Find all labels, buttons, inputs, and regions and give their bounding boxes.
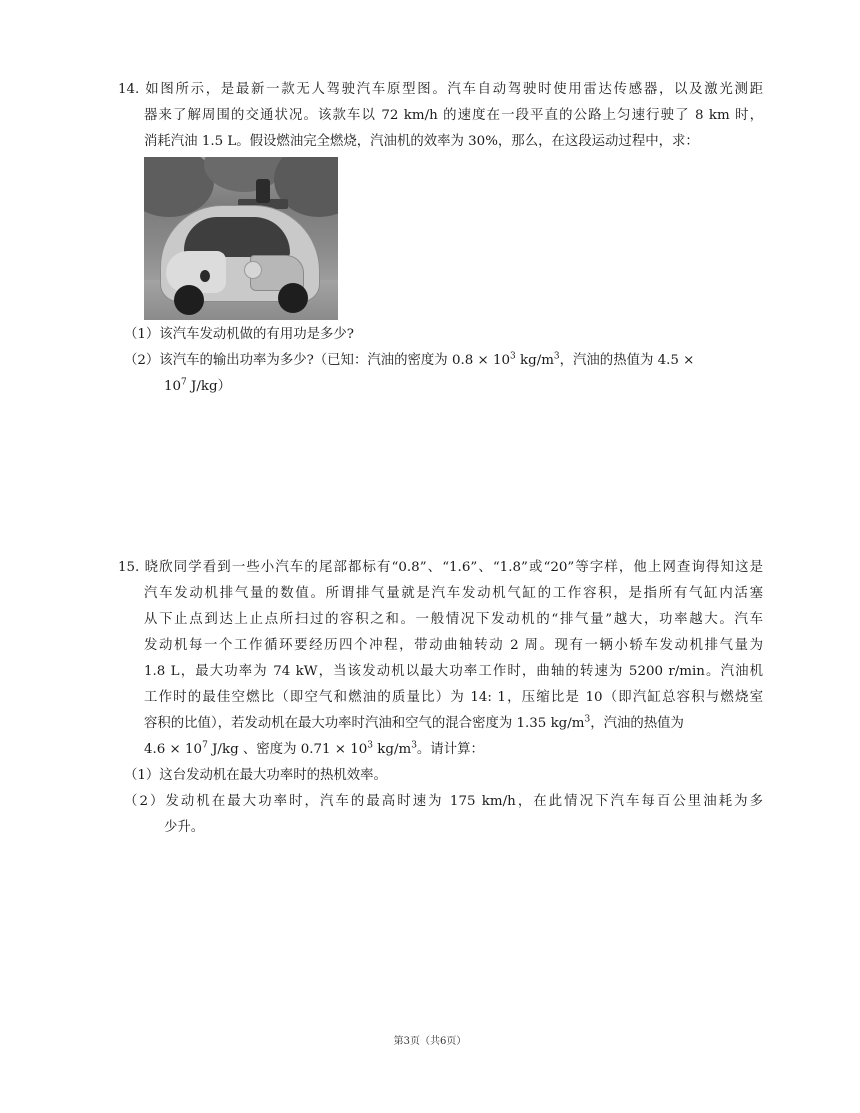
q14-line-2: 器来了解周围的交通状况。该款车以 72 km/h 的速度在一段平直的公路上匀速行驶了 8 km 时， xyxy=(144,108,763,123)
question-15 xyxy=(118,558,763,848)
q15-sub-2-cont: 少升。 xyxy=(164,820,205,835)
q14-sub-2: （2）该汽车的输出功率为多少?（已知：汽油的密度为 $0.8 \times 10^3$ $kg/m^3$，汽油的热值为 4.5 × xyxy=(124,351,695,368)
q15-line-3: 从下止点到达上止点所扫过的容积之和。一般情况下发动机的“排气量”越大，功率越大。汽车 xyxy=(144,612,763,627)
q14-sub-1: （1）该汽车发动机做的有用功是多少? xyxy=(124,327,354,342)
q15-line-7: 容积的比值），若发动机在最大功率时汽油和空气的混合密度为 1.35 $kg/m^3$，汽油的热值为 xyxy=(144,714,684,731)
q14-sub-2-cont: $10^7$ J/kg） xyxy=(164,377,231,394)
page-footer: 第3页（共6页） xyxy=(393,1036,467,1047)
q15-line-1: 15. 晓欣同学看到一些小汽车的尾部都标有“0.8”、“1.6”、“1.8”或“20”等字样，他上网查询得知这是 xyxy=(118,560,763,575)
self-driving-car-photo xyxy=(144,157,338,320)
q15-line-8: $4.6 \times 10^7$ J/kg 、密度为 $0.71 \times 10^3$ $kg/m^3$。请计算： xyxy=(144,740,484,757)
q14-line-3: 消耗汽油 1.5 L。假设燃油完全燃烧，汽油机的效率为 30%，那么，在这段运动过程中，求： xyxy=(144,134,699,149)
q15-line-6: 工作时的最佳空燃比（即空气和燃油的质量比）为 14: 1，压缩比是 10（即汽缸总容积与燃烧室 xyxy=(144,690,763,705)
q15-line-4: 发动机每一个工作循环要经历四个冲程，带动曲轴转动 2 周。现有一辆小轿车发动机排气量为 xyxy=(144,638,763,653)
q14-line-1: 14. 如图所示，是最新一款无人驾驶汽车原型图。汽车自动驾驶时使用雷达传感器，以及激光测距 xyxy=(118,82,763,97)
q15-sub-2: （2）发动机在最大功率时，汽车的最高时速为 175 km/h，在此情况下汽车每百公里油耗为多 xyxy=(124,794,763,809)
q15-sub-1: （1）这台发动机在最大功率时的热机效率。 xyxy=(124,768,387,783)
q15-line-5: 1.8 L，最大功率为 74 kW，当该发动机以最大功率工作时，曲轴的转速为 5200 r/min。汽油机 xyxy=(144,664,763,679)
q15-line-2: 汽车发动机排气量的数值。所谓排气量就是汽车发动机气缸的工作容积，是指所有气缸内活塞 xyxy=(144,586,763,601)
